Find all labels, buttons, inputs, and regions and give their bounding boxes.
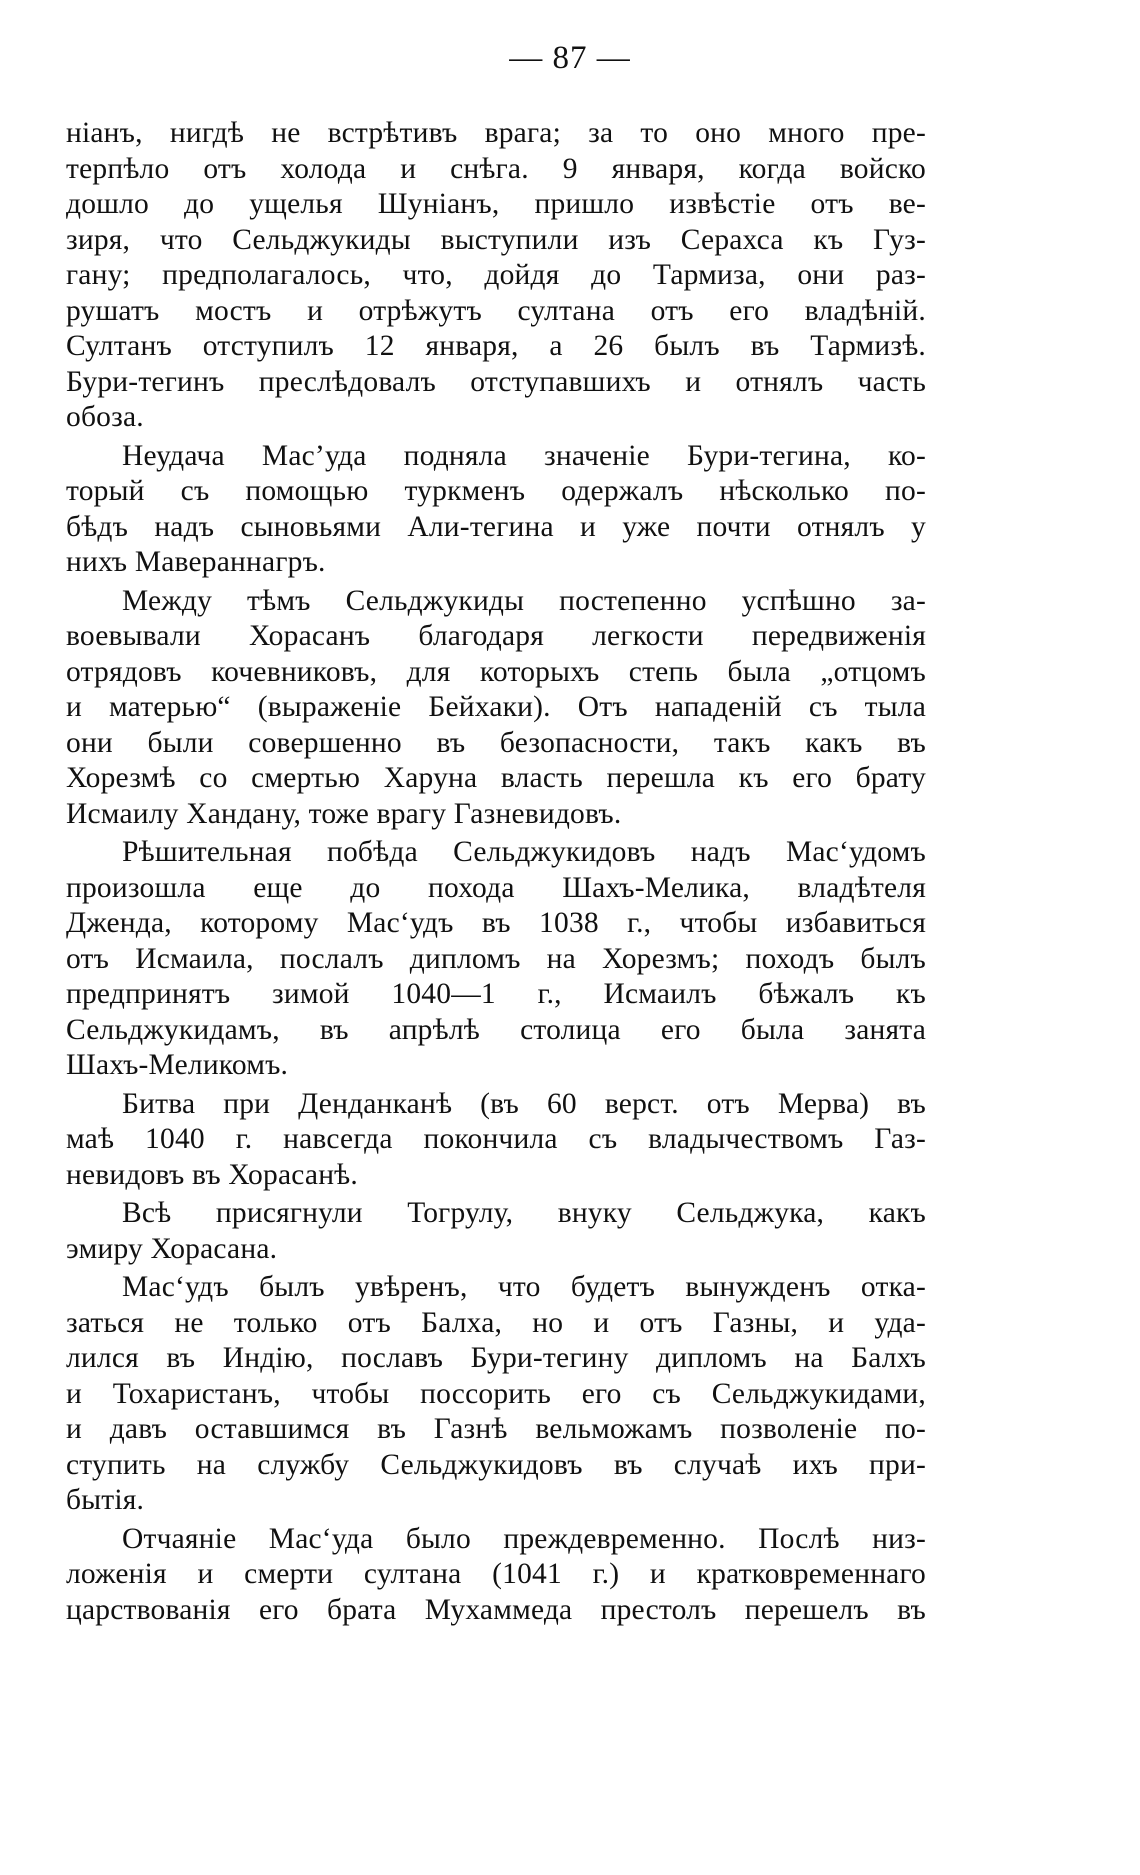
text-line: они были совершенно въ безопасности, такъ какъ въ [66, 726, 926, 759]
text-line: ступить на службу Сельджукидовъ въ случаѣ ихъ при- [66, 1448, 926, 1481]
text-line: воевывали Хорасанъ благодаря легкости передвиженія [66, 620, 926, 652]
body-text [66, 116, 926, 1628]
text-line: нихъ Мавераннагръ. [66, 546, 326, 578]
text-line: Исмаилу Хандану, тоже врагу Газневидовъ. [66, 797, 622, 830]
paragraph [66, 584, 926, 833]
paragraph [66, 1270, 926, 1519]
text-line: маѣ 1040 г. навсегда покончила съ владычествомъ Газ- [66, 1123, 926, 1155]
text-line: бытія. [66, 1484, 145, 1516]
text-line: Мас‘удъ былъ увѣренъ, что будетъ вынужденъ отка- [122, 1271, 926, 1303]
text-line: Султанъ отступилъ 12 января, а 26 былъ въ Тармизѣ. [66, 330, 926, 362]
text-line: торый съ помощью туркменъ одержалъ нѣсколько по- [66, 475, 926, 507]
text-line: Шахъ-Меликомъ. [66, 1049, 289, 1081]
paragraph [66, 1087, 926, 1194]
text-line: предпринятъ зимой 1040—1 г., Исмаилъ бѣжалъ къ [66, 978, 926, 1010]
text-line: дошло до ущелья Шуніанъ, пришло извѣстіе отъ ве- [66, 188, 926, 220]
text-line: рушатъ мостъ и отрѣжутъ султана отъ его владѣній. [66, 294, 926, 327]
text-line: Всѣ присягнули Тогрулу, внуку Сельджука, какъ [122, 1197, 926, 1229]
paragraph [66, 439, 926, 581]
text-line: обоза. [66, 401, 144, 433]
text-line: Неудача Мас’уда подняла значеніе Бури-тегина, ко- [122, 439, 926, 472]
text-line: царствованія его брата Мухаммеда престолъ перешелъ въ [66, 1593, 926, 1626]
text-line: эмиру Хорасана. [66, 1232, 278, 1265]
paragraph [66, 1196, 926, 1267]
text-line: терпѣло отъ холода и снѣга. 9 января, когда войско [66, 152, 926, 185]
text-line: Рѣшительная побѣда Сельджукидовъ надъ Мас‘удомъ [122, 836, 926, 868]
paragraph [66, 1522, 926, 1629]
text-line: гану; предполагалось, что, дойдя до Тармиза, они раз- [66, 259, 926, 291]
text-line: Бури-тегинъ преслѣдовалъ отступавшихъ и отнялъ часть [66, 365, 926, 398]
text-line: заться не только отъ Балха, но и отъ Газны, и уда- [66, 1306, 926, 1339]
text-line: зиря, что Сельджукиды выступили изъ Серахса къ Гуз- [66, 223, 926, 256]
text-line: ложенія и смерти султана (1041 г.) и кратковременнаго [66, 1558, 926, 1590]
text-line: Битва при Денданканѣ (въ 60 верст. отъ Мерва) въ [122, 1087, 926, 1120]
text-line: и матерью“ (выраженіе Бейхаки). Отъ нападеній съ тыла [66, 691, 926, 723]
text-line: ніанъ, нигдѣ не встрѣтивъ врага; за то оно много пре- [66, 117, 926, 149]
text-line: Хорезмѣ со смертью Харуна власть перешла къ его брату [66, 762, 926, 794]
text-line: бѣдъ надъ сыновьями Али-тегина и уже почти отнялъ у [66, 510, 926, 543]
text-line: Между тѣмъ Сельджукиды постепенно успѣшно за- [122, 584, 926, 617]
text-line: и давъ оставшимся въ Газнѣ вельможамъ позволеніе по- [66, 1413, 926, 1445]
text-line: и Тохаристанъ, чтобы поссорить его съ Сельджукидами, [66, 1377, 926, 1410]
text-line: Отчаяніе Мас‘уда было преждевременно. Послѣ низ- [122, 1522, 926, 1555]
text-line: Сельджукидамъ, въ апрѣлѣ столица его была занята [66, 1013, 926, 1046]
text-line: отрядовъ кочевниковъ, для которыхъ степь была „отцомъ [66, 655, 926, 688]
text-line: лился въ Индію, пославъ Бури-тегину дипломъ на Балхъ [66, 1342, 926, 1374]
paragraph [66, 835, 926, 1084]
text-line: отъ Исмаила, послалъ дипломъ на Хорезмъ; походъ былъ [66, 942, 926, 975]
text-line: произошла еще до похода Шахъ-Мелика, владѣтеля [66, 871, 926, 904]
text-line: невидовъ въ Хорасанѣ. [66, 1158, 358, 1191]
page-number: — 87 — [509, 40, 631, 76]
text-line: Дженда, которому Мас‘удъ въ 1038 г., чтобы избавиться [66, 907, 926, 939]
paragraph [66, 116, 926, 436]
